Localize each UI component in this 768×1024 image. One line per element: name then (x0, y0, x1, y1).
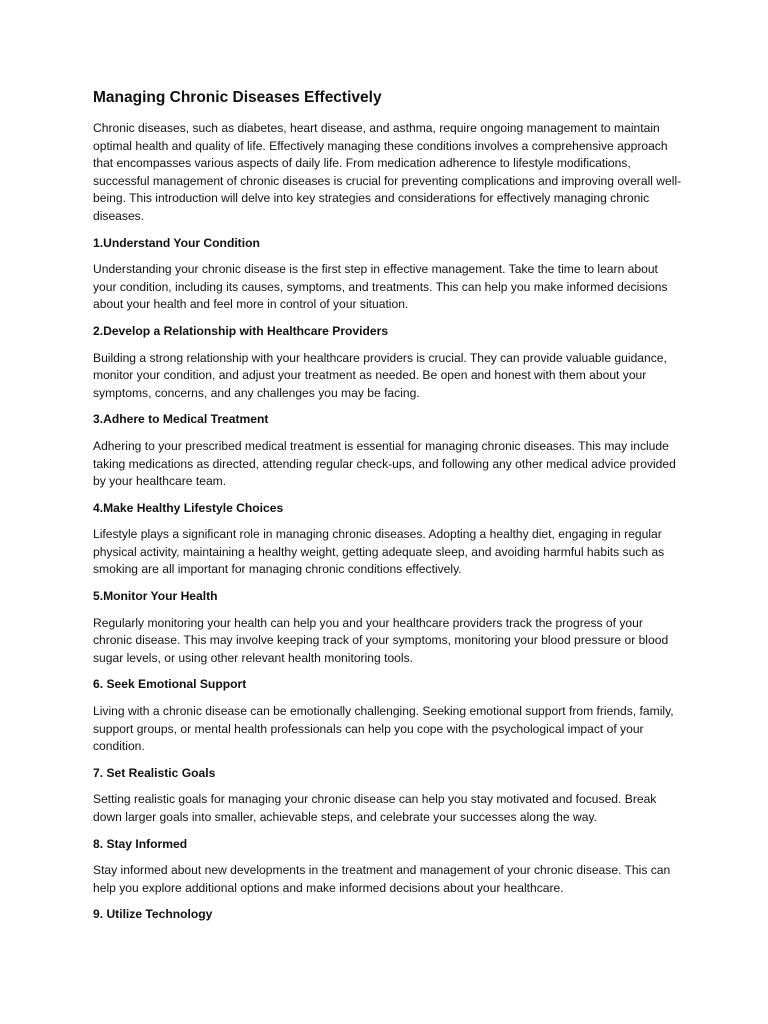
section-heading: 2.Develop a Relationship with Healthcare Providers (93, 323, 389, 338)
section-body: Stay informed about new developments in the treatment and management of your chronic disease. This can help you explore additional options and make informed decisions about your healthcare. (93, 863, 671, 895)
section-heading: 5.Monitor Your Health (93, 589, 218, 604)
section-heading: 8. Stay Informed (93, 836, 188, 851)
section-heading: 1.Understand Your Condition (93, 235, 260, 250)
section-body: Lifestyle plays a significant role in managing chronic diseases. Adopting a healthy diet, engaging in regular physical activity, maintaining a healthy weight, getting adequate sleep, and avoiding harmful habits such as smoking are all important for managing chronic conditions effectively. (93, 527, 665, 577)
section-heading: 9. Utilize Technology (93, 907, 213, 922)
section-healthcare-providers (93, 323, 683, 402)
section-body: Building a strong relationship with your healthcare providers is crucial. They can provide valuable guidance, monitor your condition, and adjust your treatment as needed. Be open and honest with them about your symptoms, concerns, and any challenges you may be facing. (93, 350, 667, 400)
section-stay-informed (93, 836, 683, 898)
section-realistic-goals (93, 765, 683, 827)
section-medical-treatment (93, 411, 683, 490)
section-body: Understanding your chronic disease is the first step in effective management. Take the time to learn about your condition, including its causes, symptoms, and treatments. This can help you make informed decisions about your health and feel more in control of your situation. (93, 262, 668, 312)
section-emotional-support (93, 676, 683, 755)
section-body: Living with a chronic disease can be emotionally challenging. Seeking emotional support from friends, family, support groups, or mental health professionals can help you cope with the psychological impact of your condition. (93, 704, 674, 754)
section-lifestyle-choices (93, 500, 683, 579)
section-heading: 7. Set Realistic Goals (93, 765, 216, 780)
document-title: Managing Chronic Diseases Effectively (93, 89, 382, 106)
section-body: Setting realistic goals for managing your chronic disease can help you stay motivated and focused. Break down larger goals into smaller, achievable steps, and celebrate your successes along the way. (93, 792, 657, 824)
section-body: Adhering to your prescribed medical treatment is essential for managing chronic diseases. This may include taking medications as directed, attending regular check-ups, and following any other medical advice provided by your healthcare team. (93, 438, 676, 489)
section-understand-condition (93, 235, 683, 314)
section-body: Regularly monitoring your health can help you and your healthcare providers track the progress of your chronic disease. This may involve keeping track of your symptoms, monitoring your blood pressure or blood sugar levels, or using other relevant health monitoring tools. (93, 615, 669, 665)
section-heading: 6. Seek Emotional Support (93, 677, 247, 692)
document-page (93, 88, 683, 933)
intro-paragraph: Chronic diseases, such as diabetes, heart disease, and asthma, require ongoing management to maintain optimal health and quality of life. Effectively managing these conditions involves a comprehensive approach that encompasses various aspects of daily life. From medication adherence to lifestyle modifications, successful management of chronic diseases is crucial for preventing complications and improving overall well-being. This introduction will delve into key strategies and considerations for effectively managing chronic diseases. (93, 121, 682, 223)
section-heading: 3.Adhere to Medical Treatment (93, 412, 269, 427)
section-monitor-health (93, 588, 683, 667)
section-utilize-technology (93, 906, 683, 924)
section-heading: 4.Make Healthy Lifestyle Choices (93, 500, 284, 515)
